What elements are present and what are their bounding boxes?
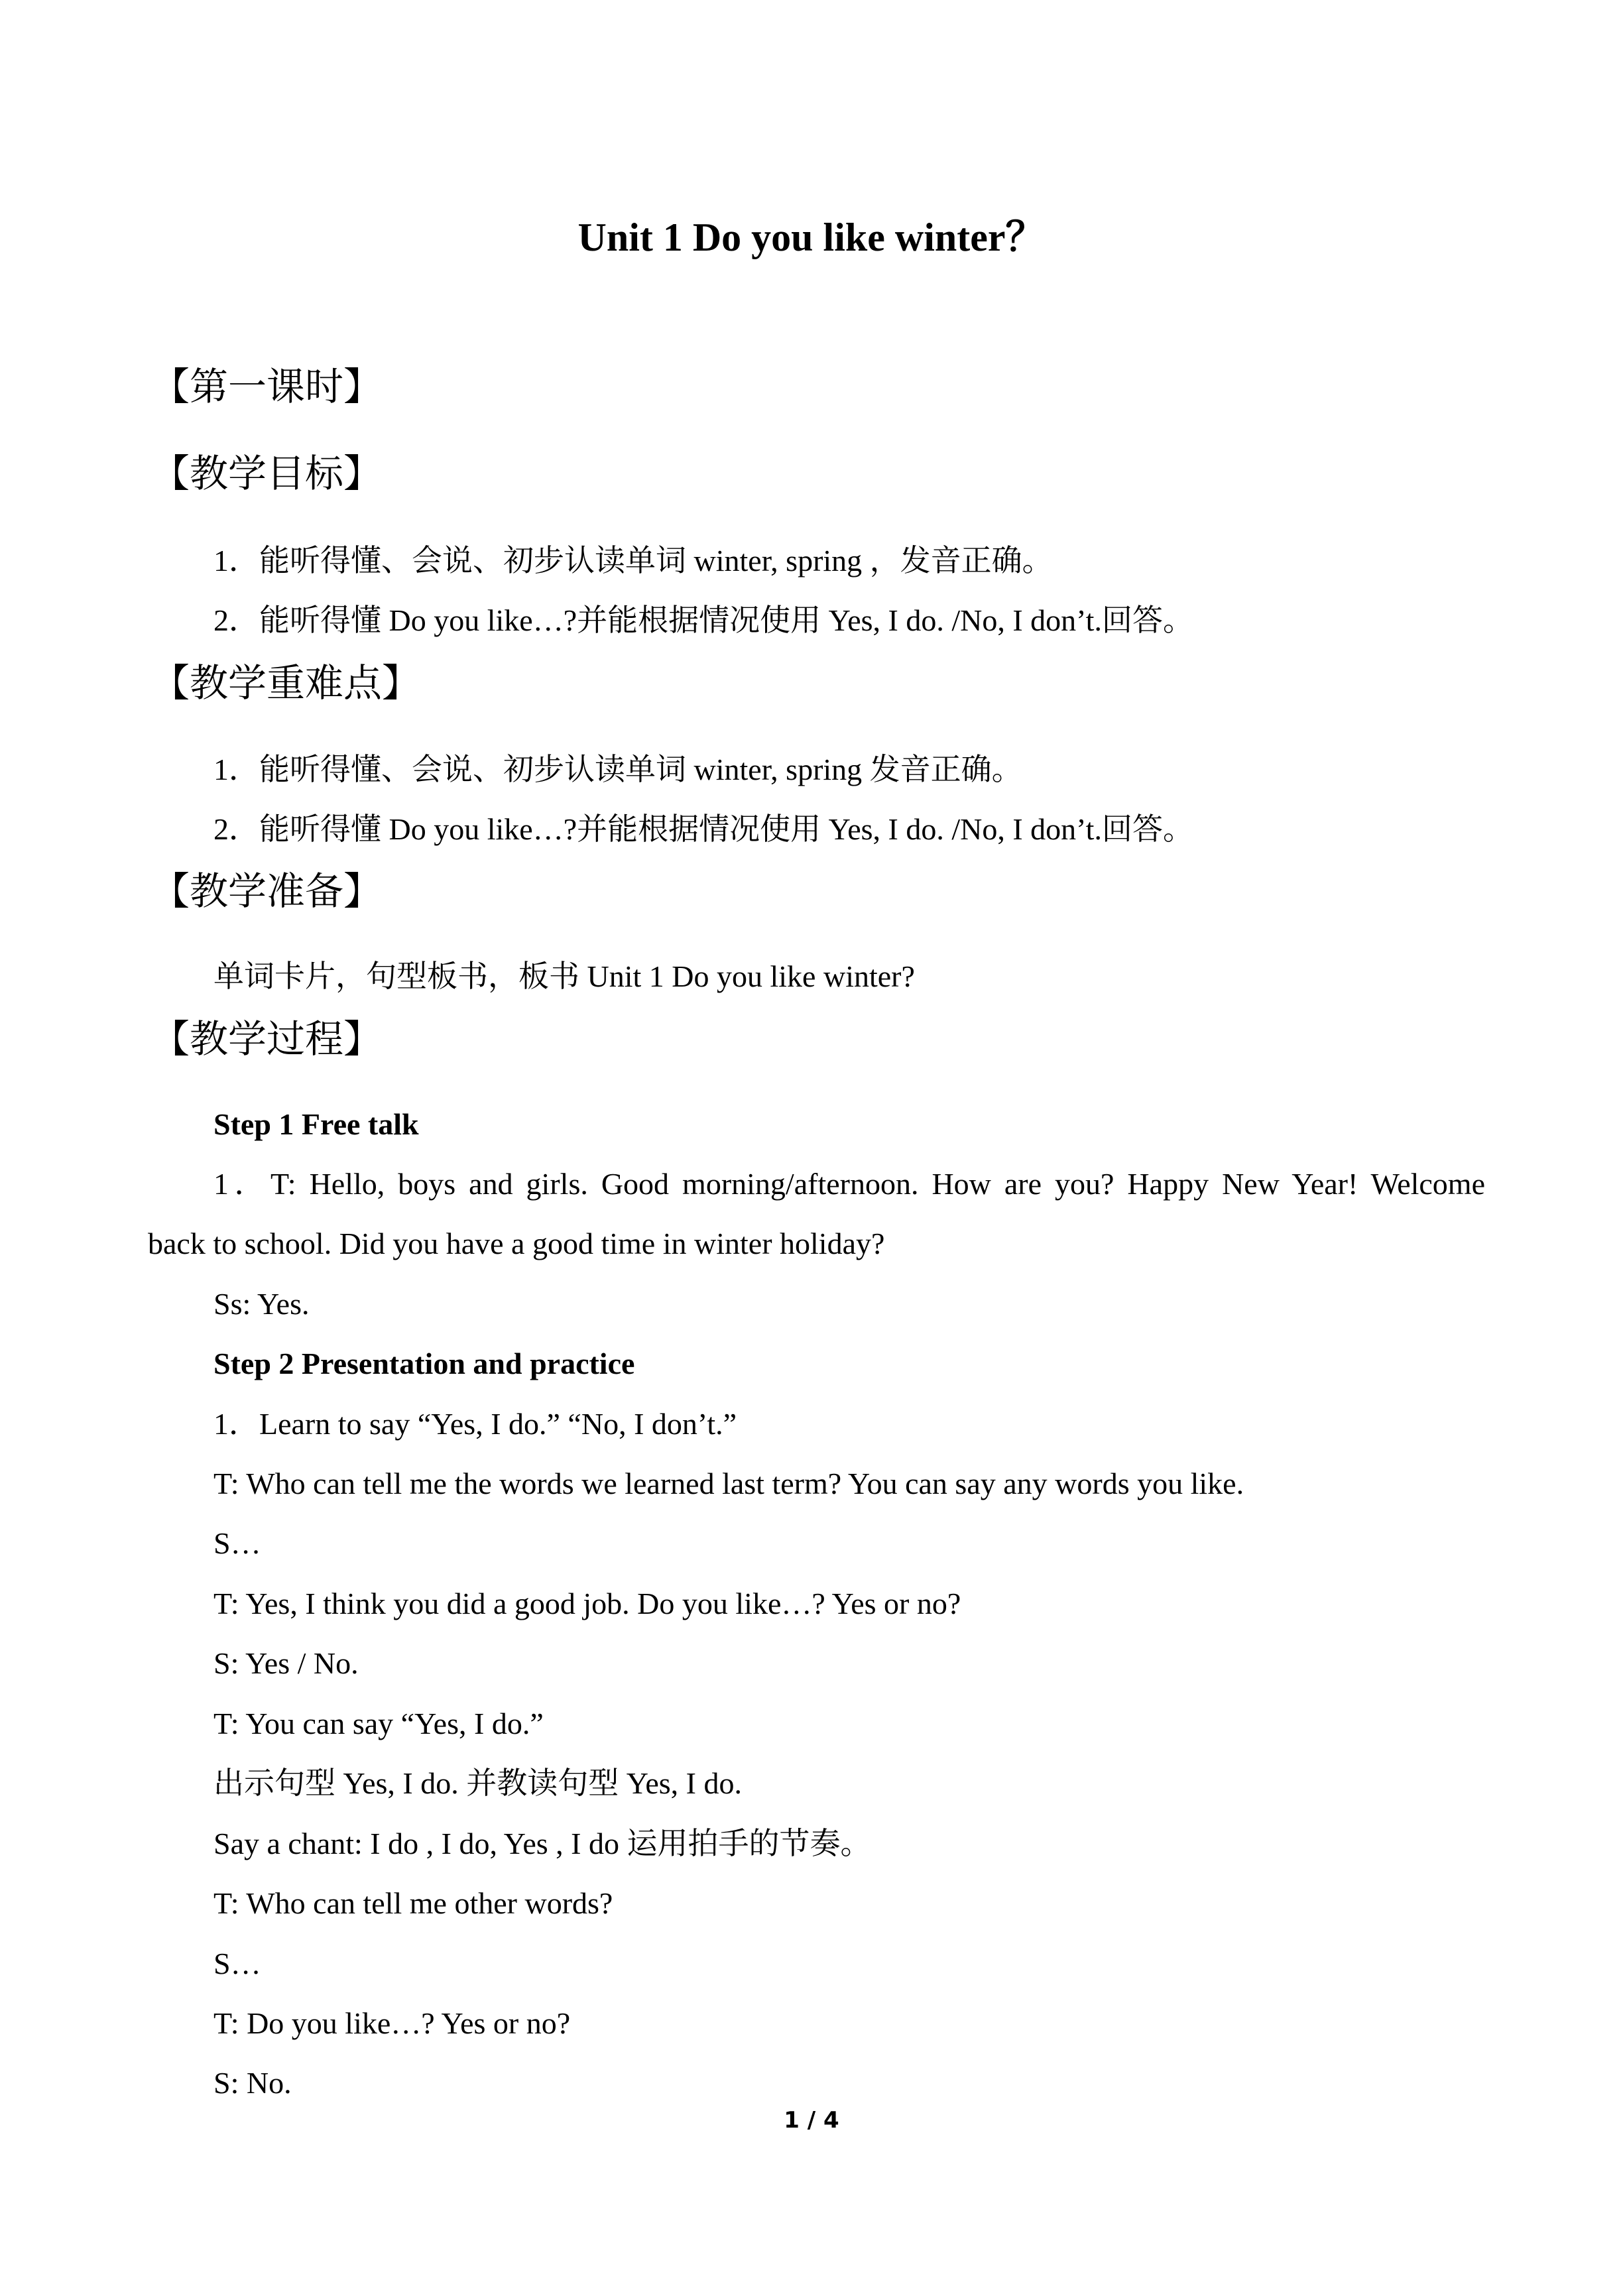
step-2-line-6: T: You can say “Yes, I do.” <box>213 1707 544 1740</box>
step-1-line-3: Ss: Yes. <box>213 1287 310 1321</box>
step-2-line-1: 1．Learn to say “Yes, I do.” “No, I don’t.” <box>213 1407 737 1441</box>
heading-preparation: 【教学准备】 <box>151 869 383 914</box>
step-2-line-2: T: Who can tell me the words we learned last term? You can say any words you like. <box>213 1467 1244 1500</box>
step-1-line-2: back to school. Did you have a good time in winter holiday? <box>148 1227 885 1260</box>
page-number: 1 / 4 <box>784 2107 839 2134</box>
step-2-line-12: S: No. <box>213 2066 292 2100</box>
step-2-line-4: T: Yes, I think you did a good job. Do you like…? Yes or no? <box>213 1587 961 1620</box>
objective-item-2: 2．能听得懂 Do you like…?并能根据情况使用 Yes, I do. /No, I don’t.回答。 <box>213 603 1193 637</box>
heading-process: 【教学过程】 <box>151 1016 383 1061</box>
document-title: Unit 1 Do you like winter？ <box>577 215 1046 259</box>
objective-item-1: 1．能听得懂、会说、初步认读单词 winter, spring ，发音正确。 <box>213 544 1053 577</box>
key-point-item-2: 2．能听得懂 Do you like…?并能根据情况使用 Yes, I do. /No, I don’t.回答。 <box>213 812 1193 846</box>
preparation-text: 单词卡片，句型板书，板书 Unit 1 Do you like winter? <box>213 959 915 993</box>
key-point-item-1: 1．能听得懂、会说、初步认读单词 winter, spring 发音正确。 <box>213 753 1022 786</box>
step-2-line-10: S… <box>213 1947 261 1980</box>
step-2-line-11: T: Do you like…? Yes or no? <box>213 2006 571 2040</box>
heading-lesson: 【第一课时】 <box>151 364 383 409</box>
step-2-line-9: T: Who can tell me other words? <box>213 1886 613 1920</box>
step-1-title: Step 1 Free talk <box>213 1107 419 1141</box>
heading-key-points: 【教学重难点】 <box>151 660 421 705</box>
step-2-title: Step 2 Presentation and practice <box>213 1347 635 1380</box>
step-2-line-3: S… <box>213 1526 261 1560</box>
step-2-line-7: 出示句型 Yes, I do. 并教读句型 Yes, I do. <box>213 1766 743 1800</box>
step-2-line-8: Say a chant: I do , I do, Yes , I do 运用拍手的节奏。 <box>213 1827 871 1860</box>
step-2-line-5: S: Yes / No. <box>213 1646 359 1680</box>
heading-objectives: 【教学目标】 <box>151 451 383 496</box>
step-1-line-1: 1．T: Hello, boys and girls. Good morning/afternoon. How are you? Happy New Year! Welcome <box>213 1167 1485 1201</box>
